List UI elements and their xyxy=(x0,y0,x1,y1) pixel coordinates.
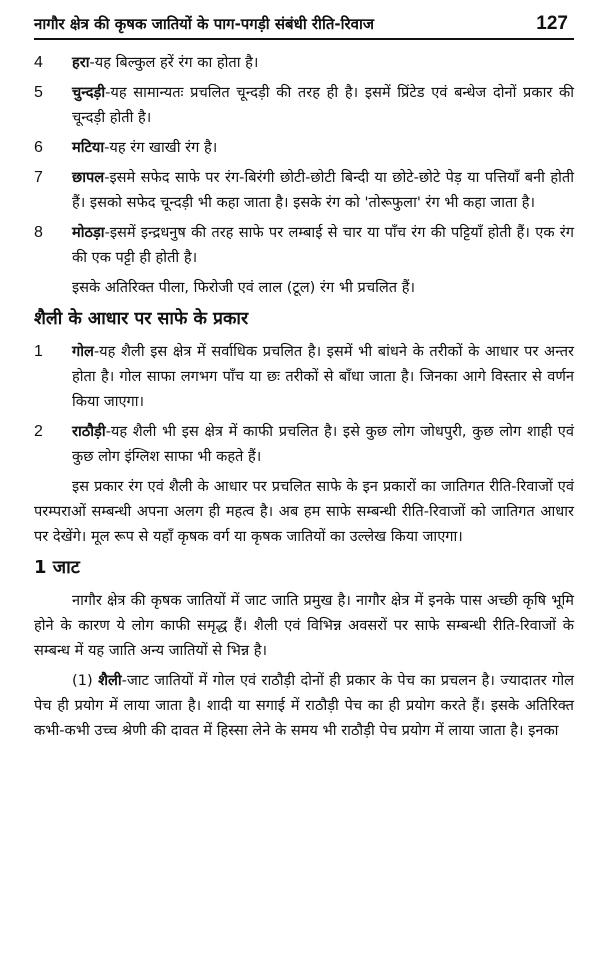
item-term: राठौड़ी xyxy=(72,423,106,440)
summary-paragraph: इस प्रकार रंग एवं शैली के आधार पर प्रचलित साफे के इन प्रकारों का जातिगत रीति-रिवाजों एवं परम्पराओं सम्बन्धी अपना अलग ही महत्व है। अब हम साफे सम्बन्धी रीति-रिवाजों को जातिगत आधार पर देखेंगे। मूल रूप से यहाँ कृषक वर्ग या कृषक जातियों का उल्लेख किया जाएगा। xyxy=(34,478,574,545)
item-text xyxy=(72,339,574,414)
item-term: मोठड़ा xyxy=(72,224,105,241)
page-content xyxy=(34,50,574,743)
page-number: 127 xyxy=(536,13,568,34)
item-text xyxy=(72,419,574,469)
item-term: गोल xyxy=(72,343,94,360)
section-heading: 1 जाट xyxy=(34,557,80,578)
item-number: 2 xyxy=(34,423,43,440)
paragraph-term: शैली xyxy=(98,672,122,689)
item-text xyxy=(72,135,574,160)
colour-list xyxy=(34,50,574,270)
list-item xyxy=(34,220,574,270)
jat-paragraph: नागौर क्षेत्र की कृषक जातियों में जाट जाति प्रमुख है। नागौर क्षेत्र में इनके पास अच्छी कृषि भूमि होने के कारण ये लोग काफी समृद्ध हैं। शैली एवं विभिन्न अवसरों पर साफे सम्बन्धी रीति-रिवाजों के सम्बन्ध में यह जाति अन्य जातियों से भिन्न है। xyxy=(34,592,574,659)
item-term: चुन्दड़ी xyxy=(72,84,106,101)
item-number: 1 xyxy=(34,343,43,360)
item-description: -इसमें इन्द्रधनुष की तरह साफे पर लम्बाई से चार या पाँच रंग की पट्टियाँ होती हैं। एक रंग की एक पट्टी ही होती है। xyxy=(72,224,574,266)
item-description: -यह शैली इस क्षेत्र में सर्वाधिक प्रचलित है। इसमें भी बांधने के तरीकों के आधार पर अन्तर होता है। गोल साफा लगभग पाँच या छः तरीकों से बाँधा जाता है। जिनका आगे विस्तार से वर्णन किया जाएगा। xyxy=(72,343,574,410)
item-text xyxy=(72,80,574,130)
item-text xyxy=(72,220,574,270)
paragraph-text: -जाट जातियों में गोल एवं राठौड़ी दोनों ही प्रकार के पेच का प्रचलन है। ज्यादातर गोल पेच ही प्रयोग में लाया जाता है। शादी या सगाई में राठौड़ी पेच का ही प्रयोग करते हैं। इसके अतिरिक्त कभी-कभी उच्च श्रेणी की दावत में हिस्सा लेने के समय भी राठौड़ी पेच प्रयोग में लाया जाता है। इनका xyxy=(34,672,575,739)
item-number: 6 xyxy=(34,139,43,156)
item-description: -यह रंग खाखी रंग है। xyxy=(104,139,218,156)
list-item xyxy=(34,50,574,75)
list-item xyxy=(34,135,574,160)
running-title: नागौर क्षेत्र की कृषक जातियों के पाग-पगड़ी संबंधी रीति-रिवाज xyxy=(34,15,374,33)
item-number: 8 xyxy=(34,224,43,241)
paragraph-prefix: (1) xyxy=(72,672,99,689)
item-number: 5 xyxy=(34,84,43,101)
list-item xyxy=(34,80,574,130)
item-term: मटिया xyxy=(72,139,105,156)
running-header xyxy=(34,14,574,40)
style-heading: शैली के आधार पर साफे के प्रकार xyxy=(34,309,249,329)
item-description: -यह सामान्यतः प्रचलित चून्दड़ी की तरह ही है। इसमें प्रिंटेड एवं बन्धेज दोनों प्रकार की चून्दड़ी होती है। xyxy=(72,84,574,126)
style-list xyxy=(34,339,574,469)
item-number: 7 xyxy=(34,169,43,186)
list-item xyxy=(34,419,574,469)
item-term: छापल xyxy=(72,169,105,186)
list-item xyxy=(34,165,574,215)
item-text xyxy=(72,165,574,215)
item-term: हरा xyxy=(72,54,90,71)
item-description: -इसमे सफेद साफे पर रंग-बिरंगी छोटी-छोटी बिन्दी या छोटे-छोटे पेड़ या पत्तियाँ बनी होती हैं। इसको सफेद चून्दड़ी भी कहा जाता है। इसके रंग को 'तोरूफुला' रंग भी कहा जाता है। xyxy=(72,169,574,211)
item-number: 4 xyxy=(34,54,43,71)
colours-note: इसके अतिरिक्त पीला, फिरोजी एवं लाल (टूल) रंग भी प्रचलित हैं। xyxy=(72,279,415,296)
item-description: -यह शैली भी इस क्षेत्र में काफी प्रचलित है। इसे कुछ लोग जोधपुरी, कुछ लोग शाही एवं कुछ लोग इंग्लिश साफा भी कहते हैं। xyxy=(72,423,574,465)
list-item xyxy=(34,339,574,414)
style-paragraph xyxy=(34,668,574,743)
item-description: -यह बिल्कुल हरें रंग का होता है। xyxy=(89,54,259,71)
item-text xyxy=(72,50,574,75)
